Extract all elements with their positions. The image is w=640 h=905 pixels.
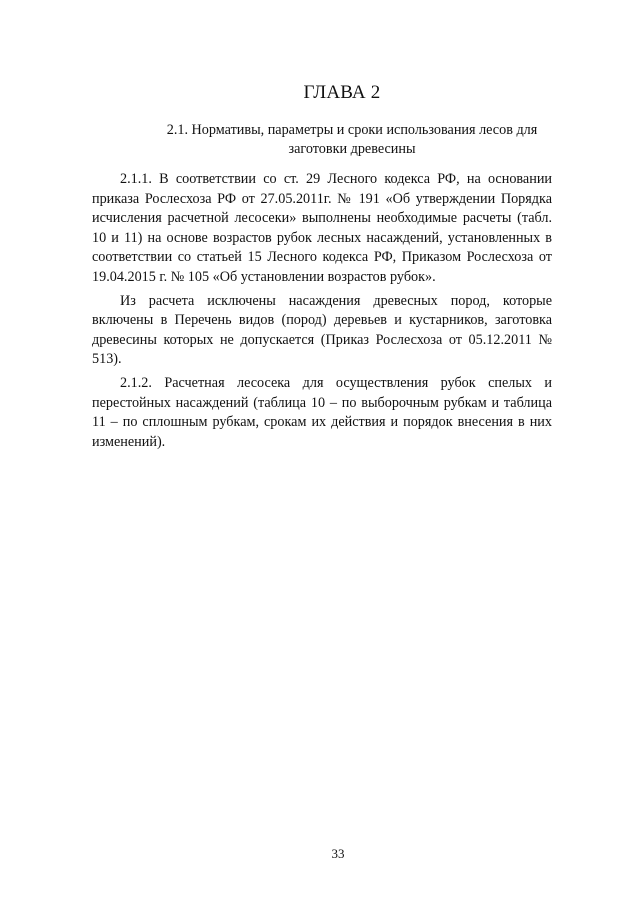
paragraph-exclusions: Из расчета исключены насаждения древесных пород, которые включены в Перечень видов (пород) деревьев и кустарников, заготовка древесины которых не допускается (Приказ Рослесхоза от 05.12.2011 № 513). [92, 292, 552, 368]
page-number: 33 [331, 846, 345, 861]
body-text [92, 170, 552, 456]
section-title: 2.1. Нормативы, параметры и сроки использования лесов для заготовки древесины [166, 122, 538, 157]
chapter-heading: ГЛАВА 2 [303, 82, 381, 103]
paragraph-2-1-2: 2.1.2. Расчетная лесосека для осуществления рубок спелых и перестойных насаждений (таблица 10 – по выборочным рубкам и таблица 11 – по сплошным рубкам, срокам их действия и порядок внесения в них изменений). [92, 374, 552, 450]
paragraph-2-1-1: 2.1.1. В соответствии со ст. 29 Лесного кодекса РФ, на основании приказа Рослесхоза РФ от 27.05.2011г. № 191 «Об утверждении Порядка исчисления расчетной лесосеки» выполнены необходимые расчеты (табл. 10 и 11) на основе возрастов рубок лесных насаждений, установленных в соответствии со статьей 15 Лесного кодекса РФ, Приказом Рослесхоза от 19.04.2015 г. № 105 «Об установлении возрастов рубок». [92, 171, 552, 285]
